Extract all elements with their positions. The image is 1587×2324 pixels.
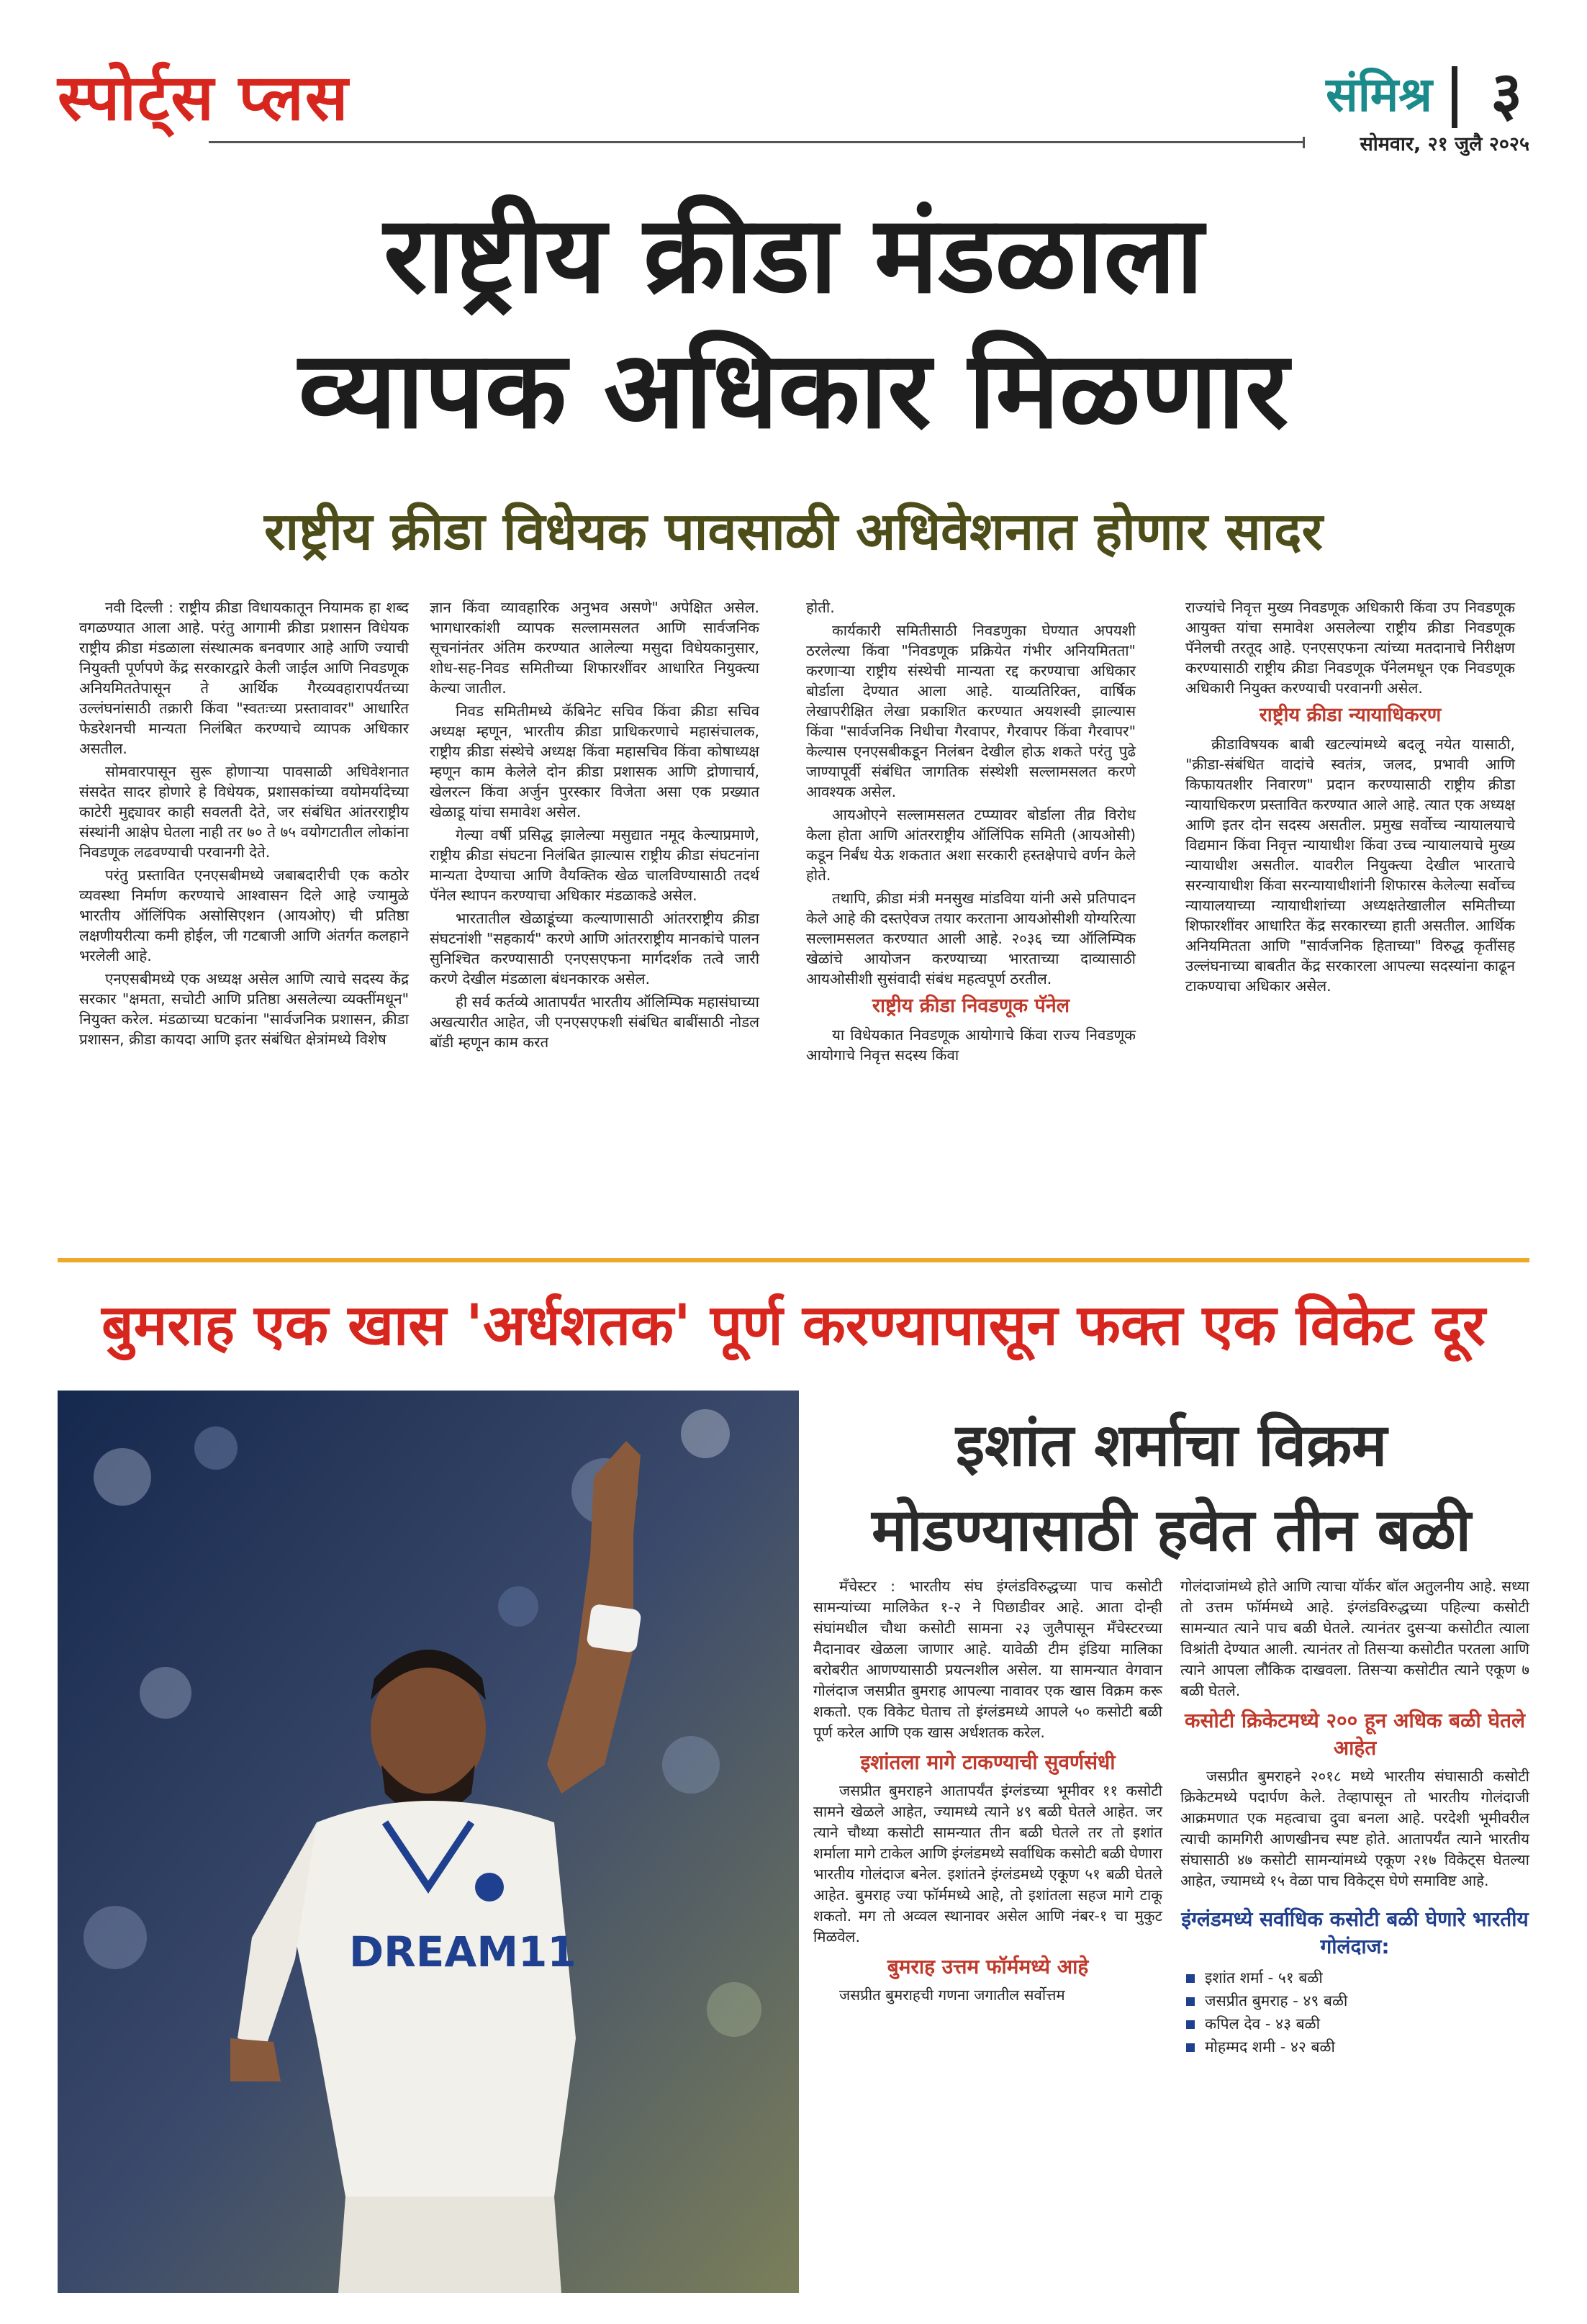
masthead-rule-end [1303, 137, 1305, 148]
subheading-election-panel: राष्ट्रीय क्रीडा निवडणूक पॅनेल [872, 995, 1070, 1017]
paragraph: भारतातील खेळाडूंच्या कल्याणासाठी आंतरराष्ट्रीय क्रीडा संघटनांशी "सहकार्य" करणे आणि आंतरराष्ट्रीय मानकांचे पालन सुनिश्चित करण्यासाठी एनएसएफना मार्गदर्शक तत्वे जारी करणे देखील मंडळाला बंधनकारक असेल. [430, 910, 759, 987]
story1-column-2 [430, 597, 759, 1055]
story1-column-1 [79, 597, 409, 1052]
story2-title-line-1: इशांत शर्माचा विक्रम [955, 1411, 1388, 1480]
paragraph: गेल्या वर्षी प्रसिद्ध झालेल्या मसुद्यात नमूद केल्याप्रमाणे, राष्ट्रीय क्रीडा संघटना निलंबित झाल्यास राष्ट्रीय क्रीडा संघटनांना मान्यता देण्याचा आणि वैयक्तिक खेळ चालविण्यासाठी तदर्थ पॅनेल स्थापन करण्याचा अधिकार मंडळाकडे असेल. [430, 826, 759, 904]
story1-column-3 [806, 597, 1136, 1068]
paragraph: या विधेयकात निवडणूक आयोगाचे किंवा राज्य निवडणूक आयोगाचे निवृत्त सदस्य किंवा [806, 1026, 1136, 1064]
main-headline-line-2: व्यापक अधिकार मिळणार [298, 328, 1289, 452]
section-separator [1452, 66, 1457, 128]
paragraph: निवड समितीमध्ये कॅबिनेट सचिव किंवा क्रीडा सचिव अध्यक्ष म्हणून, भारतीय क्रीडा प्राधिकरणाचे महासंचालक, राष्ट्रीय क्रीडा संस्थेचे अध्यक्ष किंवा महासचिव किंवा कोषाध्यक्ष म्हणून काम केलेले दोन क्रीडा प्रशासक आणि द्रोणाचार्य, खेलरत्न किंवा अर्जुन पुरस्कार विजेता असा एक प्रख्यात खेळाडू यांचा समावेश असेल. [430, 702, 759, 820]
story1-column-4 [1185, 597, 1515, 999]
dateline: सोमवार, २१ जुलै २०२५ [1360, 133, 1529, 155]
paragraph: परंतु प्रस्तावित एनएसबीमध्ये जबाबदारीची एक कठोर व्यवस्था निर्माण करण्याचे आश्वासन दिले आहे ज्यामुळे भारतीय ऑलिंपिक असोसिएशन (आयओए) ची प्रतिष्ठा लक्षणीयरीत्या कमी होईल, जी गटबाजी आणि अंतर्गत कलहाने भरलेली आहे. [79, 867, 409, 964]
subheading-bumrah-form: बुमराह उत्तम फॉर्ममध्ये आहे [887, 1955, 1089, 1979]
page-number: ३ [1491, 58, 1522, 129]
paragraph: नवी दिल्ली : राष्ट्रीय क्रीडा विधायकातून नियामक हा शब्द वगळण्यात आला आहे. परंतु आगामी क्रीडा प्रशासन विधेयक राष्ट्रीय क्रीडा मंडळाला संस्थात्मक बनवणार आहे आणि ज्याची नियुक्ती पूर्णपणे केंद्र सरकारद्वारे केली जाईल आणि निवडणूक अनियमिततेपासून ते आर्थिक गैरव्यवहारापर्यंतच्या उल्लंघनांसाठी तक्रारी किंवा "स्वतःच्या प्रस्तावावर" आधारित फेडरेशनची मान्यता निलंबित करण्याचे व्यापक अधिकार असतील. [79, 599, 409, 757]
paragraph: गोलंदाजांमध्ये होते आणि त्याचा यॉर्कर बॉल अतुलनीय आहे. सध्या तो उत्तम फॉर्ममध्ये आहे. इंग्लंडविरुद्धच्या पहिल्या कसोटी सामन्यात त्याने पाच बळी घेतले. त्यानंतर दुसऱ्या कसोटीत त्याला विश्रांती देण्यात आली. त्यानंतर तो तिसऱ्या कसोटीत परतला आणि त्याने आपला लौकिक दाखवला. तिसऱ्या कसोटीत त्याने एकूण ७ बळी घेतले. [1180, 1578, 1529, 1699]
paragraph: जसप्रीत बुमराहने २०१८ मध्ये भारतीय संघासाठी कसोटी क्रिकेटमध्ये पदार्पण केले. तेव्हापासून तो भारतीय गोलंदाजी आक्रमणात एक महत्वाचा दुवा बनला आहे. परदेशी भूमीवरील त्याची कामगिरी आणखीनच स्पष्ट होते. आतापर्यंत त्याने भारतीय संघासाठी ४७ कसोटी सामन्यांमध्ये एकूण २१७ विकेट्स घेतल्या आहेत, ज्यामध्ये १५ वेळा पाच विकेट्स घेणे समाविष्ट आहे. [1180, 1768, 1529, 1889]
masthead-rule [209, 141, 1303, 143]
main-headline-line-1: राष्ट्रीय क्रीडा मंडळाला [383, 193, 1204, 317]
story2-title-line-2: मोडण्यासाठी हवेत तीन बळी [872, 1496, 1471, 1565]
square-bullet-icon [1186, 2043, 1195, 2052]
square-bullet-icon [1186, 1997, 1195, 2006]
paragraph: मँचेस्टर : भारतीय संघ इंग्लंडविरुद्धच्या पाच कसोटी सामन्यांच्या मालिकेत १-२ ने पिछाडीवर आहे. आता दोन्ही संघांमधील चौथा कसोटी सामना २३ जुलैपासून मँचेस्टरच्या मैदानावर खेळला जाणार आहे. यावेळी टीम इंडिया मालिका बरोबरीत आणण्यासाठी प्रयत्नशील असेल. या सामन्यात वेगवान गोलंदाज जसप्रीत बुमराह आपल्या नावावर एक खास विक्रम करू शकतो. एक विकेट घेताच तो इंग्लंडमध्ये आपले ५० कसोटी बळी पूर्ण करेल आणि एक खास अर्धशतक करेल. [813, 1578, 1162, 1741]
main-subheadline: राष्ट्रीय क्रीडा विधेयक पावसाळी अधिवेशनात होणार सादर [264, 501, 1323, 561]
player-illustration [58, 1391, 799, 2293]
list-item: मोहम्मद शमी - ४२ बळी [1186, 2035, 1529, 2058]
story1-columns [79, 597, 1515, 1245]
paragraph: आयओएने सल्लामसलत टप्प्यावर बोर्डाला तीव्र विरोध केला होता आणि आंतरराष्ट्रीय ऑलिंपिक समिती (आयओसी) कडून निर्बंध येऊ शकतात अशा सरकारी हस्तक्षेपाचे वर्णन केले होते. [806, 806, 1136, 884]
story2-column-2 [1180, 1576, 1529, 2058]
square-bullet-icon [1186, 1974, 1195, 1983]
story2-columns [813, 1576, 1529, 2296]
story2-title [813, 1403, 1529, 1573]
square-bullet-icon [1186, 2020, 1195, 2029]
subheading-200-wickets: कसोटी क्रिकेटमध्ये २०० हून अधिक बळी घेतले आहेत [1185, 1709, 1525, 1760]
paragraph: होती. [806, 599, 835, 616]
list-item: इशांत शर्मा - ५१ बळी [1186, 1966, 1529, 1989]
paragraph: जसप्रीत बुमराहची गणना जगातील सर्वोत्तम [839, 1986, 1065, 2004]
story-divider [58, 1258, 1529, 1262]
masthead [58, 58, 1529, 155]
jersey-sponsor-text: DREAM11 [349, 1927, 577, 1976]
paragraph: क्रीडाविषयक बाबी खटल्यांमध्ये बदलू नयेत यासाठी, "क्रीडा-संबंधित वादांचे स्वतंत्र, जलद, प्रभावी आणि किफायतशीर निवारण" प्रदान करण्यासाठी राष्ट्रीय क्रीडा न्यायाधिकरण प्रस्तावित करण्यात आले आहे. त्यात एक अध्यक्ष आणि इतर दोन सदस्य असतील. प्रमुख सर्वोच्च न्यायालयाचे विद्यमान किंवा निवृत्त न्यायाधीश किंवा उच्च न्यायालयाचे मुख्य न्यायाधीश असतील. यावरील नियुक्त्या देखील भारताचे सरन्यायाधीश किंवा सरन्यायाधीशांनी शिफारस केलेल्या सर्वोच्च न्यायालयाच्या न्यायाधीशांच्या अध्यक्षतेखालील समितीच्या शिफारशींवर आधारित केंद्र सरकारच्या हाती असतील. आर्थिक अनियमितता आणि "सार्वजनिक हिताच्या" विरुद्ध कृतींसह उल्लंघनाच्या बाबतीत केंद्र सरकारला आपल्या सदस्यांना काढून टाकण्याचा अधिकार असेल. [1185, 736, 1515, 995]
list-item: कपिल देव - ४३ बळी [1186, 2012, 1529, 2035]
subheading-tribunal: राष्ट्रीय क्रीडा न्यायाधिकरण [1259, 704, 1442, 726]
paragraph: कार्यकारी समितीसाठी निवडणुका घेण्यात अपयशी ठरलेल्या किंवा "निवडणूक प्रक्रियेत गंभीर अनियमितता" करणाऱ्या राष्ट्रीय संस्थेची मान्यता रद्द करण्याचा अधिकार बोर्डाला देण्यात आला आहे. याव्यतिरिक्त, वार्षिक लेखापरीक्षित लेखा प्रकाशित करण्यात अयशस्वी झाल्यास किंवा "सार्वजनिक निधीचा गैरवापर, गैरवापर किंवा गैरवापर" केल्यास एनएसबीकडून निलंबन देखील होऊ शकते परंतु पुढे जाण्यापूर्वी संबंधित जागतिक संस्थेशी सल्लामसलत करणे आवश्यक असेल. [806, 622, 1136, 800]
list-item: जसप्रीत बुमराह - ४९ बळी [1186, 1989, 1529, 2012]
paragraph: ज्ञान किंवा व्यावहारिक अनुभव असणे" अपेक्षित असेल. भागधारकांशी व्यापक सल्लामसलत आणि सार्वजनिक सूचनांनंतर अंतिम करण्यात आलेल्या मसुदा विधेयकानुसार, शोध-सह-निवड समितीच्या शिफारशींवर आधारित नियुक्त्या केल्या जातील. [430, 599, 759, 697]
paragraph: राज्यांचे निवृत्त मुख्य निवडणूक अधिकारी किंवा उप निवडणूक आयुक्त यांचा समावेश असलेल्या राष्ट्रीय क्रीडा निवडणूक पॅनेलची तरतूद आहे. एनएसएफना त्यांच्या मतदानाचे निरीक्षण करण्यासाठी राष्ट्रीय क्रीडा निवडणूक पॅनेलमधून एक निवडणूक अधिकारी नियुक्त करण्याची परवानगी असेल. [1185, 599, 1515, 697]
subheading-ishant-record: इशांतला मागे टाकण्याची सुवर्णसंधी [860, 1750, 1116, 1774]
paragraph: एनएसबीमध्ये एक अध्यक्ष असेल आणि त्याचे सदस्य केंद्र सरकार "क्षमता, सचोटी आणि प्रतिष्ठा असलेल्या व्यक्तींमधून" नियुक्त करेल. मंडळाच्या घटकांना "सार्वजनिक प्रशासन, क्रीडा प्रशासन, क्रीडा कायदा आणि इतर संबंधित क्षेत्रांमध्ये विशेष [79, 970, 409, 1048]
paragraph: सोमवारपासून सुरू होणाऱ्या पावसाळी अधिवेशनात संसदेत सादर होणारे हे विधेयक, प्रशासकांच्या वयोमर्यादेच्या काटेरी मुद्द्यावर काही सवलती देते, जर संबंधित आंतरराष्ट्रीय संस्थांनी आक्षेप घेतला नाही तर ७० ते ७५ वयोगटातील लोकांना निवडणूक लढवण्याची परवानगी देते. [79, 763, 409, 861]
bumrah-photo [58, 1391, 799, 2293]
paragraph: तथापि, क्रीडा मंत्री मनसुख मांडविया यांनी असे प्रतिपादन केले आहे की दस्तऐवज तयार करताना आयओसीशी योग्यरित्या सल्लामसलत करण्यात आली आहे. २०३६ च्या ऑलिम्पिक खेळांचे आयोजन करण्याच्या भारताच्या दाव्यासाठी आयओसीशी सुसंवादी संबंध महत्वपूर्ण ठरतील. [806, 890, 1136, 987]
top-bowlers-list [1180, 1966, 1529, 2058]
subheading-top-bowlers: इंग्लंडमध्ये सर्वाधिक कसोटी बळी घेणारे भारतीय गोलंदाज: [1181, 1907, 1529, 1958]
paragraph: जसप्रीत बुमराहने आतापर्यंत इंग्लंडच्या भूमीवर ११ कसोटी सामने खेळले आहेत, ज्यामध्ये त्याने ४९ बळी घेतले आहेत. जर त्याने चौथ्या कसोटी सामन्यात तीन बळी घेतले तर तो इशांत शर्माला मागे टाकेल आणि इंग्लंडमध्ये सर्वाधिक कसोटी बळी घेणारा भारतीय गोलंदाज बनेल. इशांतने इंग्लंडमध्ये एकूण ५१ बळी घेतले आहेत. बुमराह ज्या फॉर्ममध्ये आहे, तो इशांतला सहज मागे टाकू शकतो. मग तो अव्वल स्थानावर असेल आणि नंबर-१ चा मुकुट मिळवेल. [813, 1782, 1162, 1945]
story2-column-1 [813, 1576, 1162, 2009]
paragraph: ही सर्व कर्तव्ये आतापर्यंत भारतीय ऑलिम्पिक महासंघाच्या अखत्यारीत आहेत, जी एनएसएफशी संबंधित बाबींसाठी नोडल बॉडी म्हणून काम करत [430, 993, 759, 1051]
section-name: संमिश्र [1326, 66, 1432, 122]
brand-logo: स्पोर्ट्स प्लस [58, 60, 350, 135]
story2-banner-headline: बुमराह एक खास 'अर्धशतक' पूर्ण करण्यापासून फक्त एक विकेट दूर [101, 1293, 1486, 1358]
main-headline [58, 187, 1529, 458]
